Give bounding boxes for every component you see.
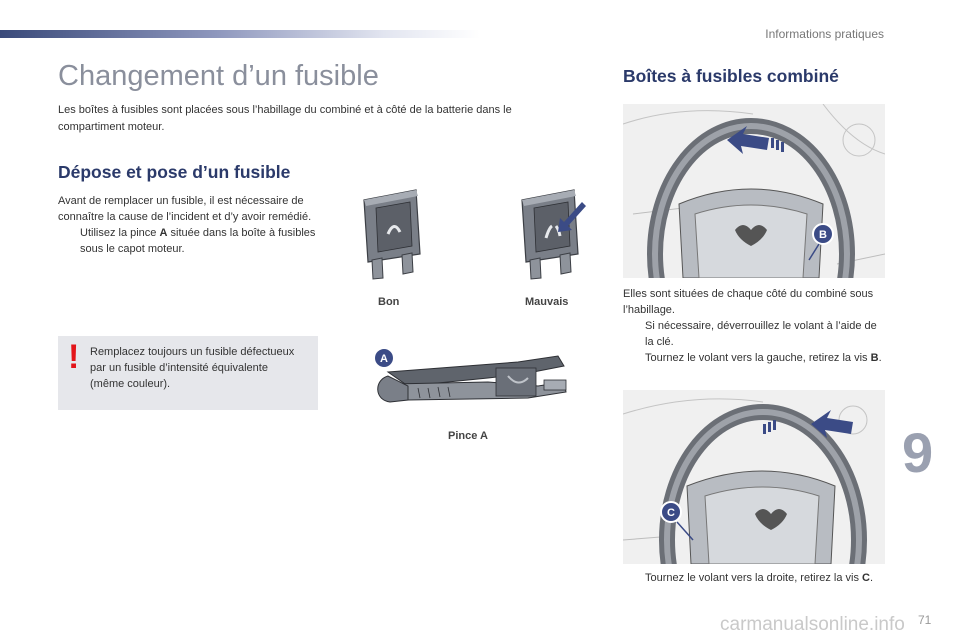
warning-text: Remplacez toujours un fusible défectueux par un fusible d’intensité équivalente (même couleur). — [90, 346, 295, 390]
badge-a-letter: A — [380, 353, 388, 365]
left-bullet: Utilisez la pince A située dans la boîte à fusibles sous le capot moteur. — [80, 227, 316, 255]
warning-box — [58, 336, 318, 410]
badge-b-letter: B — [819, 229, 827, 241]
ref-a: A — [159, 227, 168, 239]
right-bullet-2: Tournez le volant vers la gauche, retirez la vis B. — [645, 352, 882, 364]
steering-wheel-right-illustration — [623, 390, 885, 564]
right-paragraph: Elles sont situées de chaque côté du combiné sous l’habillage. — [623, 288, 874, 316]
left-body — [58, 193, 320, 257]
left-paragraph: Avant de remplacer un fusible, il est nécessaire de connaître la cause de l’incident et d’y avoir remédié. — [58, 195, 312, 223]
page-title: Changement d’un fusible — [58, 60, 379, 92]
ref-b: B — [870, 352, 879, 364]
ref-c: C — [862, 572, 870, 584]
caption-fuse-good: Bon — [378, 296, 400, 308]
fuse-bad-illustration — [516, 186, 596, 281]
right-bullet-1: Si nécessaire, déverrouillez le volant à l’aide de la clé. — [645, 320, 877, 348]
section-label: Informations pratiques — [765, 27, 884, 41]
right-body-2 — [623, 570, 885, 586]
watermark: carmanualsonline.info — [720, 614, 905, 635]
badge-c-letter: C — [667, 507, 675, 519]
right-bullet-3: Tournez le volant vers la droite, retirez la vis C. — [645, 572, 874, 584]
pliers-illustration — [368, 342, 580, 422]
steering-wheel-left-illustration — [623, 104, 885, 278]
intro-text: Les boîtes à fusibles sont placées sous l’habillage du combiné et à côté de la batterie dans le compartiment moteur. — [58, 104, 512, 133]
right-body — [623, 286, 885, 366]
subtitle-removal: Dépose et pose d’un fusible — [58, 162, 291, 182]
chapter-number: 9 — [902, 421, 934, 484]
page-number: 71 — [918, 613, 932, 627]
caption-pliers: Pince A — [448, 430, 488, 442]
header-gradient-bar — [0, 30, 480, 38]
warning-icon: ! — [68, 338, 80, 376]
fuse-good-illustration — [358, 186, 428, 281]
caption-fuse-bad: Mauvais — [525, 296, 569, 308]
subtitle-fusebox: Boîtes à fusibles combiné — [623, 66, 839, 86]
